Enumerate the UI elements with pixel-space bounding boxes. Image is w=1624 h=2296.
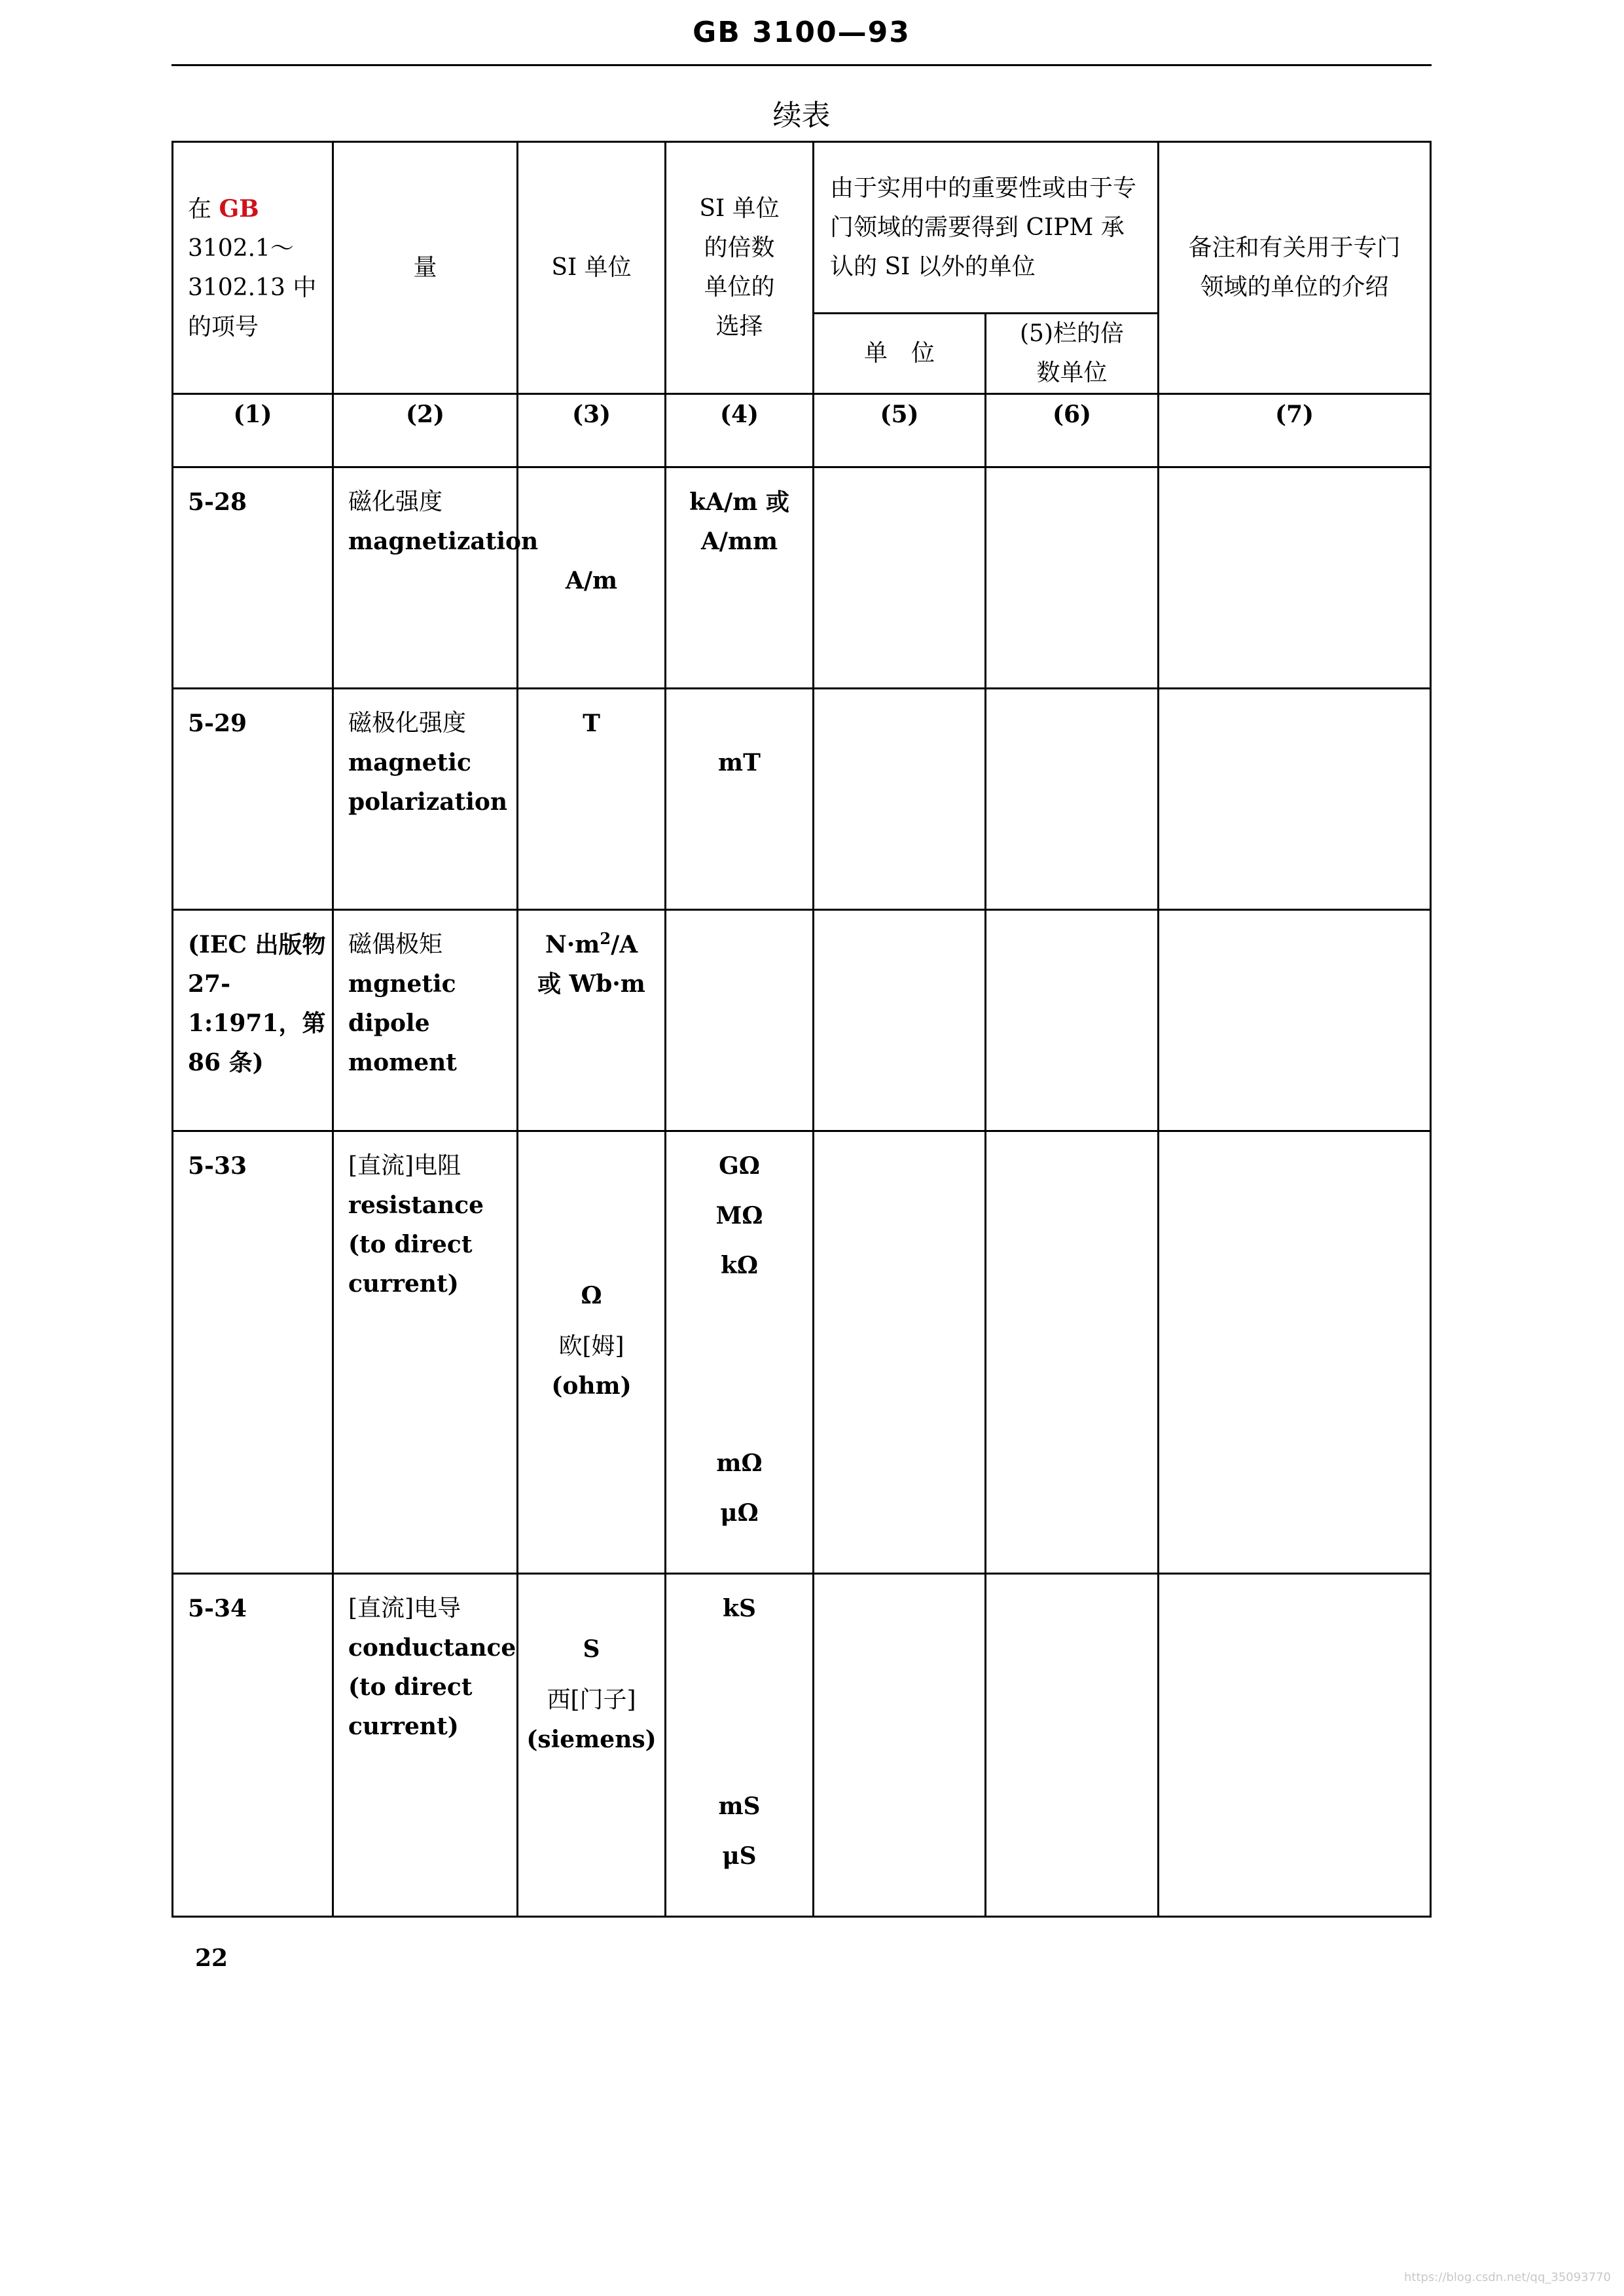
quantity-zh: [直流]电阻 xyxy=(348,1152,461,1179)
non-si-unit xyxy=(814,689,986,910)
column-number-row xyxy=(173,394,1431,467)
col-number: (5) xyxy=(814,394,986,467)
header-rule xyxy=(171,64,1432,66)
quantity-zh: [直流]电导 xyxy=(348,1595,461,1622)
remarks xyxy=(1159,1131,1431,1574)
non-si-unit xyxy=(814,910,986,1131)
quantity-cell xyxy=(333,1574,518,1917)
si-multiples: kS mS μS xyxy=(666,1574,814,1917)
si-multiples: GΩ MΩ kΩ mΩ μΩ xyxy=(666,1131,814,1574)
si-multiples: kA/m 或 A/mm xyxy=(666,467,814,689)
table-caption: 续表 xyxy=(772,99,831,132)
quantity-en: mgnetic dipole moment xyxy=(348,970,457,1076)
quantity-zh: 磁偶极矩 xyxy=(348,931,443,958)
si-unit: $N\cdot m^2/A$ 或 Wb·m xyxy=(518,910,666,1131)
quantity-en: resistance (to direct current) xyxy=(348,1192,484,1298)
table-row xyxy=(173,1131,1431,1574)
header-remarks: 备注和有关用于专门领域的单位的介绍 xyxy=(1159,142,1431,394)
si-unit: S 西[门子] (siemens) xyxy=(518,1574,666,1917)
item-number: (IEC 出版物 27-1:1971，第 86 条) xyxy=(173,910,333,1131)
header-item-number: 在 GB 3102.1～3102.13 中的项号 xyxy=(173,142,333,394)
non-si-unit xyxy=(814,1574,986,1917)
table-row xyxy=(173,689,1431,910)
header-non-si-group: 由于实用中的重要性或由于专门领域的需要得到 CIPM 承认的 SI 以外的单位 xyxy=(814,142,1159,314)
header-si-unit: SI 单位 xyxy=(518,142,666,394)
quantity-cell xyxy=(333,910,518,1131)
col-number: (1) xyxy=(173,394,333,467)
si-unit: Ω 欧[姆] (ohm) xyxy=(518,1131,666,1574)
units-table xyxy=(171,141,1432,1918)
quantity-zh: 磁化强度 xyxy=(348,488,443,515)
gb-link-text: GB xyxy=(219,194,259,223)
header-row-top xyxy=(173,142,1431,314)
quantity-cell xyxy=(333,1131,518,1574)
remarks xyxy=(1159,467,1431,689)
non-si-unit xyxy=(814,467,986,689)
si-multiples xyxy=(666,910,814,1131)
si-multiples: mT xyxy=(666,689,814,910)
remarks xyxy=(1159,910,1431,1131)
table-row xyxy=(173,467,1431,689)
non-si-multiples xyxy=(986,1131,1159,1574)
col-number: (2) xyxy=(333,394,518,467)
col-number: (4) xyxy=(666,394,814,467)
table-row xyxy=(173,1574,1431,1917)
quantity-en: magnetic polarization xyxy=(348,749,508,816)
quantity-en: magnetization xyxy=(348,528,539,555)
non-si-unit xyxy=(814,1131,986,1574)
item-number: 5-28 xyxy=(173,467,333,689)
item-number: 5-34 xyxy=(173,1574,333,1917)
remarks xyxy=(1159,689,1431,910)
col-number: (3) xyxy=(518,394,666,467)
non-si-multiples xyxy=(986,1574,1159,1917)
si-unit: A/m xyxy=(518,467,666,689)
col-number: (6) xyxy=(986,394,1159,467)
item-number: 5-29 xyxy=(173,689,333,910)
quantity-cell xyxy=(333,467,539,689)
item-number: 5-33 xyxy=(173,1131,333,1574)
quantity-cell xyxy=(333,689,518,910)
quantity-en: conductance (to direct current) xyxy=(348,1634,516,1740)
header-si-multiples: SI 单位的倍数单位的选择 xyxy=(666,142,814,394)
page-number: 22 xyxy=(195,1944,228,1972)
table-row xyxy=(173,910,1431,1131)
header-non-si-multiples: (5)栏的倍数单位 xyxy=(986,314,1159,394)
col-number: (7) xyxy=(1159,394,1431,467)
non-si-multiples xyxy=(986,910,1159,1131)
si-unit: T xyxy=(518,689,666,910)
header-non-si-unit: 单 位 xyxy=(814,314,986,394)
document-header: GB 3100—93 xyxy=(693,16,911,49)
watermark: https://blog.csdn.net/qq_35093770 xyxy=(1403,2270,1611,2284)
remarks xyxy=(1159,1574,1431,1917)
quantity-zh: 磁极化强度 xyxy=(348,710,467,737)
non-si-multiples xyxy=(986,689,1159,910)
non-si-multiples xyxy=(986,467,1159,689)
header-quantity: 量 xyxy=(333,142,518,394)
